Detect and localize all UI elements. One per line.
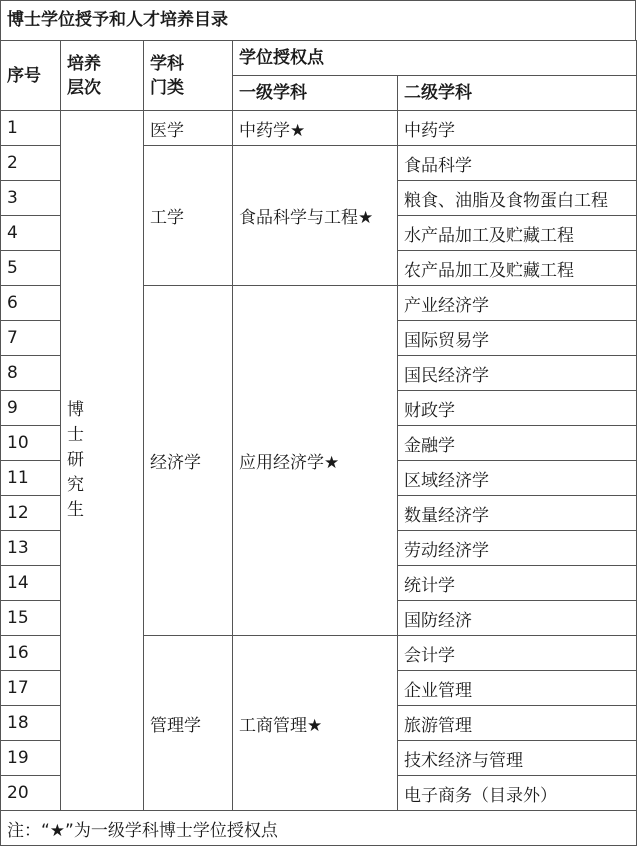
- second-level-cell: 技术经济与管理: [398, 741, 637, 776]
- first-level-cell: 工商管理★: [233, 636, 398, 811]
- seq-cell: 5: [1, 251, 61, 286]
- seq-cell: 1: [1, 111, 61, 146]
- header-second-level: 二级学科: [398, 76, 637, 111]
- second-level-cell: 财政学: [398, 391, 637, 426]
- second-level-cell: 金融学: [398, 426, 637, 461]
- header-level-line1: 培养: [67, 53, 101, 74]
- second-level-cell: 中药学: [398, 111, 637, 146]
- second-level-cell: 数量经济学: [398, 496, 637, 531]
- first-level-cell: 食品科学与工程★: [233, 146, 398, 286]
- seq-cell: 8: [1, 356, 61, 391]
- category-cell: 工学: [144, 146, 233, 286]
- second-level-cell: 统计学: [398, 566, 637, 601]
- second-level-cell: 国民经济学: [398, 356, 637, 391]
- seq-cell: 9: [1, 391, 61, 426]
- second-level-cell: 食品科学: [398, 146, 637, 181]
- first-level-cell: 中药学★: [233, 111, 398, 146]
- second-level-cell: 劳动经济学: [398, 531, 637, 566]
- second-level-cell: 国防经济: [398, 601, 637, 636]
- seq-cell: 10: [1, 426, 61, 461]
- seq-cell: 15: [1, 601, 61, 636]
- header-first-level: 一级学科: [233, 76, 398, 111]
- seq-cell: 20: [1, 776, 61, 811]
- second-level-cell: 水产品加工及贮藏工程: [398, 216, 637, 251]
- seq-cell: 4: [1, 216, 61, 251]
- table-title: 博士学位授予和人才培养目录: [0, 0, 636, 40]
- table-row: [1, 111, 637, 146]
- second-level-cell: 电子商务（目录外）: [398, 776, 637, 811]
- header-level-line2: 层次: [67, 77, 101, 98]
- header-category: [144, 41, 233, 111]
- second-level-cell: 会计学: [398, 636, 637, 671]
- seq-cell: 16: [1, 636, 61, 671]
- second-level-cell: 区域经济学: [398, 461, 637, 496]
- level-char: 士: [67, 425, 84, 445]
- seq-cell: 7: [1, 321, 61, 356]
- second-level-cell: 农产品加工及贮藏工程: [398, 251, 637, 286]
- level-cell: [61, 111, 144, 811]
- seq-cell: 2: [1, 146, 61, 181]
- footnote: 注：“★”为一级学科博士学位授权点: [1, 811, 637, 846]
- level-char: 博: [67, 400, 84, 420]
- seq-cell: 18: [1, 706, 61, 741]
- header-category-line2: 门类: [150, 77, 184, 98]
- seq-cell: 19: [1, 741, 61, 776]
- degree-table: [0, 40, 637, 846]
- seq-cell: 6: [1, 286, 61, 321]
- seq-cell: 14: [1, 566, 61, 601]
- level-char: 生: [67, 500, 84, 520]
- second-level-cell: 国际贸易学: [398, 321, 637, 356]
- header-level: [61, 41, 144, 111]
- seq-cell: 17: [1, 671, 61, 706]
- seq-cell: 13: [1, 531, 61, 566]
- seq-cell: 11: [1, 461, 61, 496]
- header-category-line1: 学科: [150, 53, 184, 74]
- level-char: 研: [67, 450, 84, 470]
- seq-cell: 12: [1, 496, 61, 531]
- category-cell: 管理学: [144, 636, 233, 811]
- second-level-cell: 产业经济学: [398, 286, 637, 321]
- category-cell: 医学: [144, 111, 233, 146]
- seq-cell: 3: [1, 181, 61, 216]
- second-level-cell: 旅游管理: [398, 706, 637, 741]
- second-level-cell: 企业管理: [398, 671, 637, 706]
- category-cell: 经济学: [144, 286, 233, 636]
- second-level-cell: 粮食、油脂及食物蛋白工程: [398, 181, 637, 216]
- header-authorization: 学位授权点: [233, 41, 637, 76]
- header-seq: 序号: [1, 41, 61, 111]
- first-level-cell: 应用经济学★: [233, 286, 398, 636]
- level-char: 究: [67, 475, 84, 495]
